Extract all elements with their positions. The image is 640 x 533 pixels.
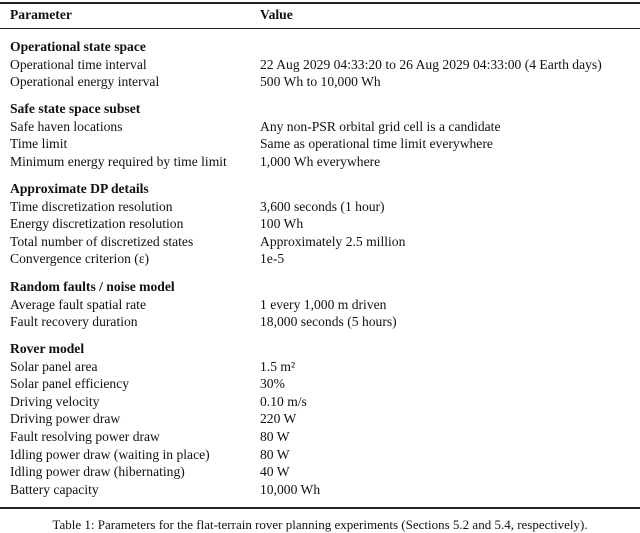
header-parameter: Parameter [10,7,72,22]
value-cell: 1.5 m² [260,358,296,374]
table-row [0,446,640,463]
value-cell: 10,000 Wh [260,481,321,497]
parameter-cell: Convergence criterion (ε) [10,251,150,267]
value-cell: Any non-PSR orbital grid cell is a candidate [260,118,501,134]
value-cell: 3,600 seconds (1 hour) [260,198,385,214]
table-caption: Table 1: Parameters for the flat-terrain rover planning experiments (Sections 5.2 and 5.4, respectively). [52,517,588,532]
value-cell: 80 W [260,429,290,444]
table-row [0,428,640,445]
value-cell: Approximately 2.5 million [260,233,406,249]
value-cell: 1e-5 [260,251,285,267]
table-row [0,215,640,232]
table-row [0,463,640,480]
section-title: Safe state space subset [10,101,141,116]
header-value: Value [260,7,293,22]
table-row [0,233,640,250]
section-heading [0,278,640,295]
parameter-cell: Battery capacity [10,481,99,497]
parameter-cell: Idling power draw (hibernating) [10,464,185,480]
parameter-cell: Operational time interval [10,56,147,72]
value-cell: 100 Wh [260,216,304,232]
table-row [0,358,640,375]
parameter-cell: Idling power draw (waiting in place) [10,446,210,462]
parameter-cell: Fault resolving power draw [10,429,160,444]
value-cell: 220 W [260,411,297,427]
header-rule [0,28,640,29]
value-cell: 1,000 Wh everywhere [260,153,381,169]
parameter-cell: Energy discretization resolution [10,216,184,232]
parameter-cell: Time limit [10,136,68,152]
table-row [0,56,640,73]
value-cell: 18,000 seconds (5 hours) [260,314,397,330]
section-title: Rover model [10,341,85,356]
parameter-cell: Time discretization resolution [10,198,173,214]
value-cell: 1 every 1,000 m driven [260,296,387,312]
section-title: Operational state space [10,39,146,54]
parameter-cell: Average fault spatial rate [10,296,146,312]
parameter-cell: Fault recovery duration [10,314,138,330]
value-cell: 0.10 m/s [260,393,307,409]
parameter-cell: Driving power draw [10,411,121,427]
section-title: Random faults / noise model [10,279,175,294]
table-header [0,6,640,23]
section-title: Approximate DP details [10,181,149,196]
parameter-cell: Solar panel area [10,358,98,374]
value-cell: 40 W [260,464,290,480]
section-heading [0,38,640,55]
value-cell: Same as operational time limit everywhere [260,136,493,152]
table-row [0,393,640,410]
table-row [0,296,640,313]
value-cell: 22 Aug 2029 04:33:20 to 26 Aug 2029 04:33:00 (4 Earth days) [260,56,602,72]
table-row [0,73,640,90]
section-heading [0,340,640,357]
parameter-cell: Safe haven locations [10,118,123,134]
table-row [0,135,640,152]
parameter-cell: Total number of discretized states [10,233,194,249]
table-row [0,118,640,135]
table-row [0,410,640,427]
bottom-rule [0,507,640,509]
table-row [0,250,640,267]
section-heading [0,100,640,117]
table-row [0,153,640,170]
value-cell: 80 W [260,446,290,462]
table-row [0,313,640,330]
parameter-cell: Solar panel efficiency [10,376,130,392]
value-cell: 500 Wh to 10,000 Wh [260,74,381,90]
table-row [0,198,640,215]
table-row [0,481,640,498]
value-cell: 30% [260,376,285,392]
parameter-cell: Minimum energy required by time limit [10,153,227,169]
section-heading [0,180,640,197]
top-rule [0,2,640,4]
parameter-cell: Operational energy interval [10,74,160,90]
table-row [0,375,640,392]
parameter-cell: Driving velocity [10,393,100,409]
